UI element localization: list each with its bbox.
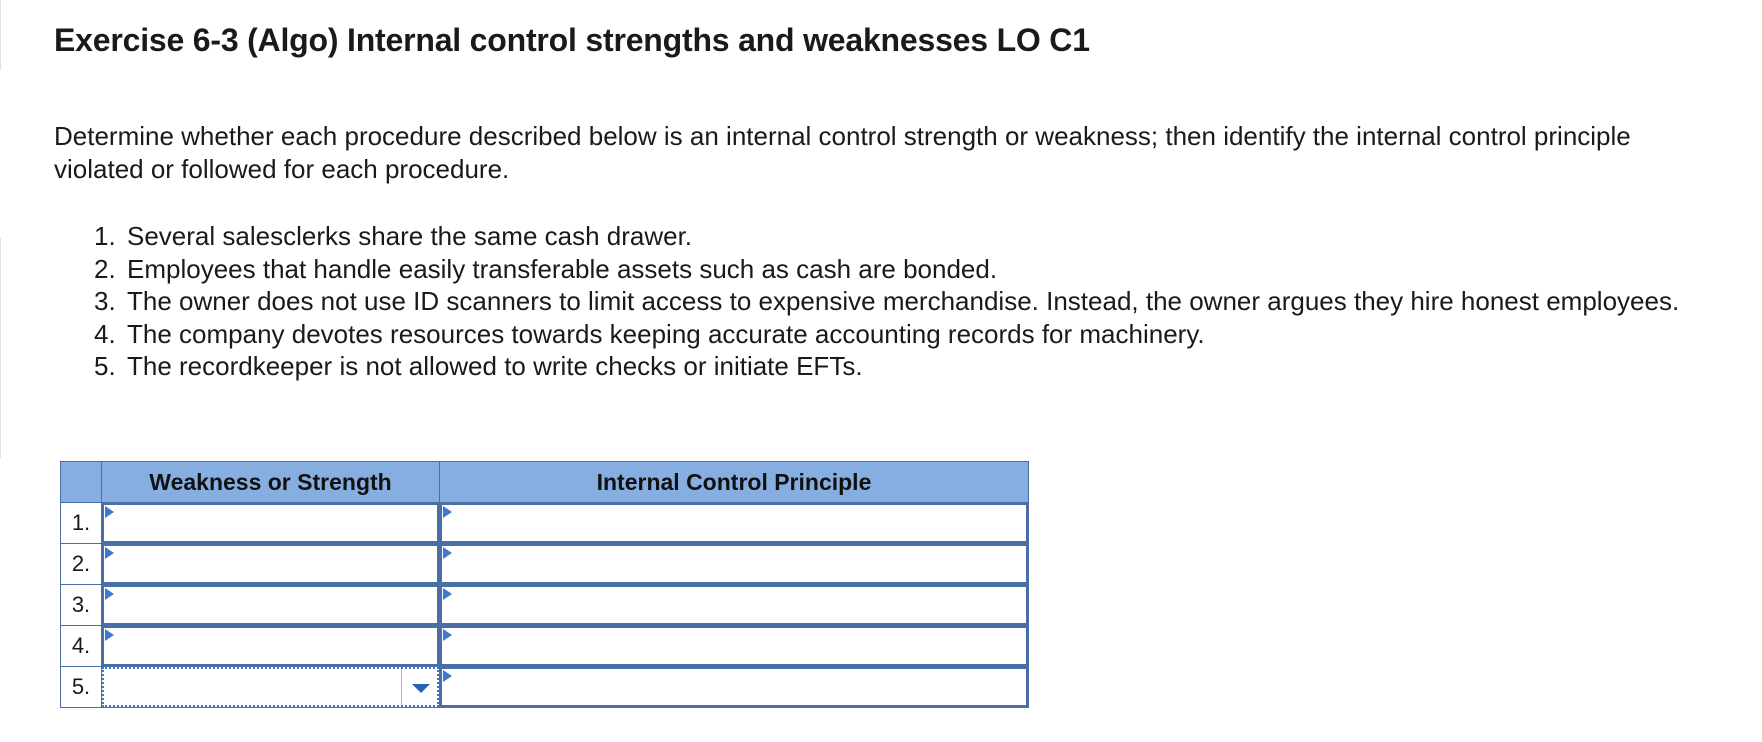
internal-control-principle-cell xyxy=(440,544,1029,585)
weakness-or-strength-cell xyxy=(102,667,440,708)
procedure-text: Several salesclerks share the same cash drawer. xyxy=(127,221,693,251)
cell-marker-icon xyxy=(443,588,452,600)
cell-marker-icon xyxy=(443,547,452,559)
weakness-or-strength-cell xyxy=(102,544,440,585)
left-edge-marker xyxy=(0,238,4,458)
table-row xyxy=(61,667,1029,708)
internal-control-principle-cell xyxy=(440,503,1029,544)
weakness-or-strength-cell xyxy=(102,503,440,544)
weakness-or-strength-dropdown[interactable] xyxy=(102,585,439,625)
procedure-item xyxy=(94,318,1714,351)
header-weakness-or-strength: Weakness or Strength xyxy=(102,462,440,503)
row-number: 1. xyxy=(61,503,102,544)
procedure-number: 2. xyxy=(94,253,116,284)
table-row xyxy=(61,503,1029,544)
procedure-item xyxy=(94,285,1714,318)
internal-control-principle-dropdown[interactable] xyxy=(440,585,1028,625)
procedure-item xyxy=(94,220,1714,253)
table-row xyxy=(61,626,1029,667)
weakness-or-strength-dropdown[interactable] xyxy=(102,626,439,666)
procedure-text: The recordkeeper is not allowed to write checks or initiate EFTs. xyxy=(127,351,863,381)
procedure-number: 3. xyxy=(94,286,116,316)
table-header-row xyxy=(61,462,1029,503)
header-internal-control-principle: Internal Control Principle xyxy=(440,462,1029,503)
cell-marker-icon xyxy=(105,588,114,600)
row-number: 3. xyxy=(61,585,102,626)
procedure-text: The owner does not use ID scanners to limit access to expensive merchandise. Instead, the owner argues they hire honest employees. xyxy=(127,286,1680,316)
internal-control-principle-dropdown[interactable] xyxy=(440,544,1028,584)
procedure-text: The company devotes resources towards keeping accurate accounting records for machinery. xyxy=(127,318,1205,349)
cell-marker-icon xyxy=(443,670,452,682)
procedure-item xyxy=(94,350,1714,383)
weakness-or-strength-cell xyxy=(102,585,440,626)
internal-control-principle-cell xyxy=(440,667,1029,708)
internal-control-principle-dropdown[interactable] xyxy=(440,667,1028,707)
procedure-list xyxy=(94,220,1714,383)
cell-marker-icon xyxy=(443,506,452,518)
row-number: 4. xyxy=(61,626,102,667)
cell-marker-icon xyxy=(105,547,114,559)
weakness-or-strength-dropdown[interactable] xyxy=(102,544,439,584)
weakness-or-strength-dropdown[interactable] xyxy=(102,503,439,543)
left-edge-marker xyxy=(0,0,4,70)
procedure-number: 4. xyxy=(94,318,116,349)
chevron-down-icon[interactable] xyxy=(401,669,437,705)
internal-control-principle-cell xyxy=(440,626,1029,667)
answer-table xyxy=(60,461,1029,708)
header-corner xyxy=(61,462,102,503)
weakness-or-strength-dropdown[interactable] xyxy=(102,667,439,707)
internal-control-principle-cell xyxy=(440,585,1029,626)
procedure-item xyxy=(94,253,1714,286)
cell-marker-icon xyxy=(105,506,114,518)
cell-marker-icon xyxy=(105,629,114,641)
table-row xyxy=(61,585,1029,626)
weakness-or-strength-cell xyxy=(102,626,440,667)
internal-control-principle-dropdown[interactable] xyxy=(440,626,1028,666)
row-number: 5. xyxy=(61,667,102,708)
exercise-title: Exercise 6-3 (Algo) Internal control strengths and weaknesses LO C1 xyxy=(54,22,1090,58)
procedure-text: Employees that handle easily transferable assets such as cash are bonded. xyxy=(127,253,998,284)
table-row xyxy=(61,544,1029,585)
instructions-text: Determine whether each procedure described below is an internal control strength or weakness; then identify the internal control principle violated or followed for each procedure. xyxy=(54,121,1631,184)
procedure-number: 5. xyxy=(94,351,116,381)
procedure-number: 1. xyxy=(94,221,116,251)
internal-control-principle-dropdown[interactable] xyxy=(440,503,1028,543)
row-number: 2. xyxy=(61,544,102,585)
cell-marker-icon xyxy=(443,629,452,641)
